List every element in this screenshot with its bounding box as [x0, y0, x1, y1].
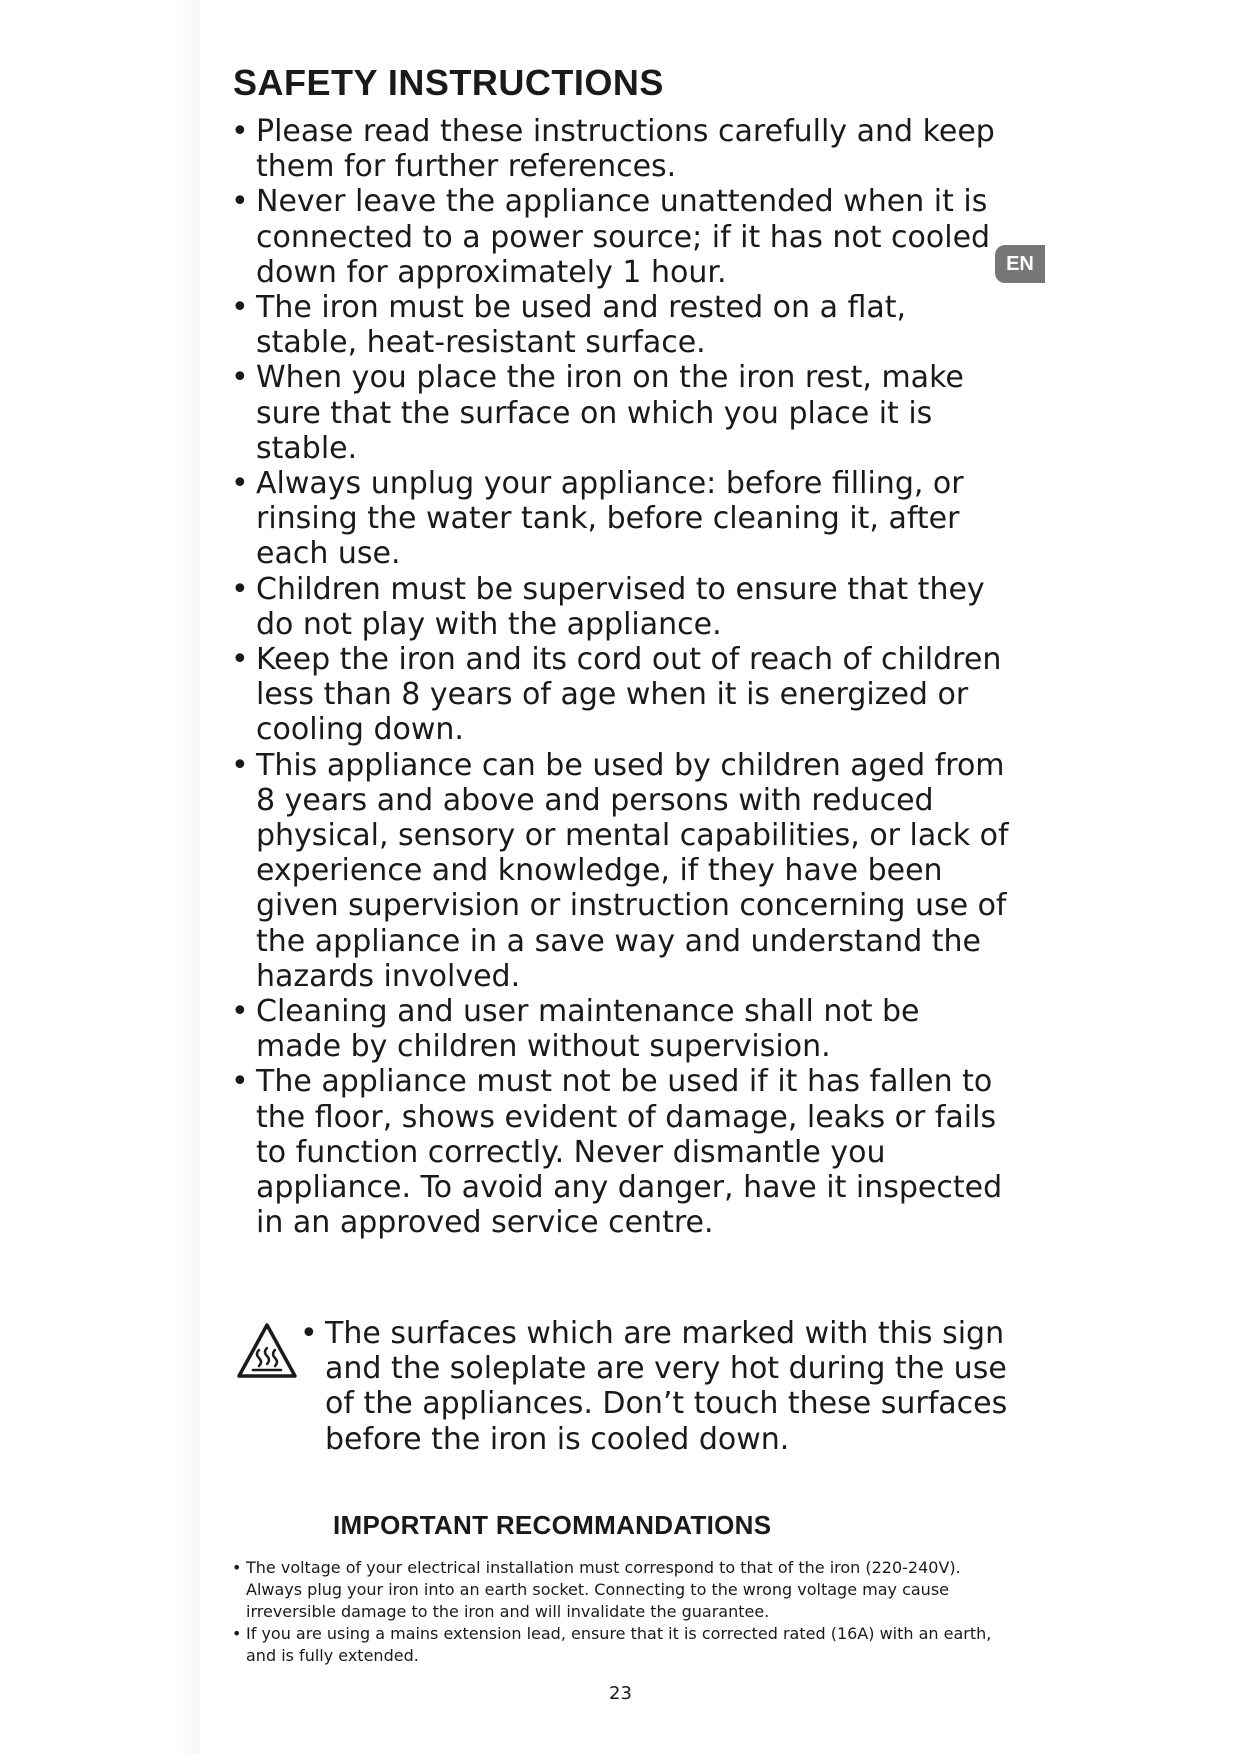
list-item: • The voltage of your electrical installation must correspond to that of the iron (220-240V). Always plug your iron into an earth socket. Connecting to the wrong voltage may cause irreversible damage to the iron and will invalidate the guarantee.: [232, 1557, 1012, 1623]
list-item: • This appliance can be used by children aged from 8 years and above and persons with reduced physical, sensory or mental capabilities, or lack of experience and knowledge, if they have been given supervision or instruction concerning use of the appliance in a save way and understand the hazards involved.: [231, 748, 1011, 994]
page-margin: [0, 0, 200, 1754]
hot-surface-warning-icon: [236, 1322, 298, 1380]
list-item: • The iron must be used and rested on a flat, stable, heat-resistant surface.: [231, 290, 1011, 360]
recommendations-title: IMPORTANT RECOMMANDATIONS: [333, 1510, 772, 1540]
page-number: 23: [609, 1683, 632, 1704]
recommendations-list: [232, 1557, 1012, 1667]
list-item: • If you are using a mains extension lead, ensure that it is corrected rated (16A) with an earth, and is fully extended.: [232, 1623, 1012, 1667]
list-item: • Never leave the appliance unattended when it is connected to a power source; if it has not cooled down for approximately 1 hour.: [231, 184, 1011, 290]
language-badge: EN: [995, 245, 1045, 283]
list-item: • When you place the iron on the iron rest, make sure that the surface on which you place it is stable.: [231, 360, 1011, 466]
page-title: SAFETY INSTRUCTIONS: [233, 62, 664, 103]
safety-instructions-list: [231, 114, 1011, 1241]
list-item: • Children must be supervised to ensure that they do not play with the appliance.: [231, 572, 1011, 642]
list-item: • The appliance must not be used if it has fallen to the floor, shows evident of damage, leaks or fails to function correctly. Never dismantle you appliance. To avoid any danger, have it inspected in an approved service centre.: [231, 1064, 1011, 1240]
hot-surface-text: • The surfaces which are marked with this sign and the soleplate are very hot during the use of the appliances. Don’t touch these surfaces before the iron is cooled down.: [300, 1316, 1036, 1457]
list-item: • Please read these instructions carefully and keep them for further references.: [231, 114, 1011, 184]
list-item: • Cleaning and user maintenance shall not be made by children without supervision.: [231, 994, 1011, 1064]
list-item: • Always unplug your appliance: before filling, or rinsing the water tank, before cleaning it, after each use.: [231, 466, 1011, 572]
list-item: • Keep the iron and its cord out of reach of children less than 8 years of age when it is energized or cooling down.: [231, 642, 1011, 748]
